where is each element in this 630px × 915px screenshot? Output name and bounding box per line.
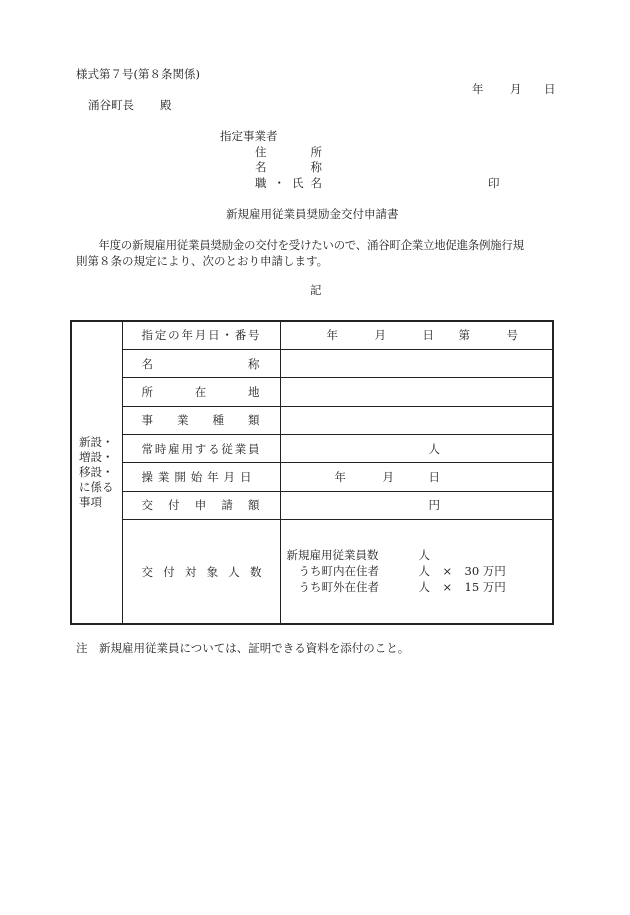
start-date-row-label: 操 業 開 始 年 月 日 (122, 463, 280, 491)
row-eligible (71, 520, 553, 624)
name-row-label: 名 称 (122, 349, 280, 377)
eligible-row-label: 交 付 対 象 人 数 (122, 520, 280, 624)
row-name (71, 349, 553, 377)
row-business (71, 406, 553, 434)
body-line-1: 年度の新規雇用従業員奨励金の交付を受けたいので、涌谷町企業立地促進条例施行規 (76, 238, 524, 252)
name-row-value[interactable] (280, 349, 553, 377)
date-month: 月 (510, 82, 522, 96)
business-row-value[interactable] (280, 406, 553, 434)
employees-row-label: 常 時 雇 用 す る 従 業 員 (122, 434, 280, 462)
row-amount (71, 491, 553, 519)
honorific: 殿 (160, 98, 172, 112)
addressee: 涌谷町長 (88, 98, 134, 112)
applicant-title: 指定事業者 (220, 129, 278, 143)
employees-row-value[interactable]: 人 (280, 434, 553, 462)
row-employees (71, 434, 553, 462)
form-number: 様式第７号(第８条関係) (76, 67, 200, 81)
row-designation (71, 321, 553, 349)
designation-label: 指 定 の 年 月 日 ・ 番 号 (122, 321, 280, 349)
location-row-value[interactable] (280, 378, 553, 406)
footnote: 注 新規雇用従業員については、証明できる資料を添付のこと。 (76, 641, 410, 655)
date-day: 日 (544, 82, 556, 96)
body-line-2: 則第８条の規定により、次のとおり申請します。 (76, 254, 329, 268)
representative-label: 職 ・ 氏 名 (255, 176, 322, 190)
application-table (70, 320, 554, 625)
location-row-label: 所 在 地 (122, 378, 280, 406)
document-title: 新規雇用従業員奨励金交付申請書 (226, 207, 399, 221)
date-year: 年 (472, 82, 484, 96)
eligible-row-value[interactable]: 新規雇用従業員数 人 うち町内在住者 人 × 30 万円 うち町外在住者 人 × 15 万円 (280, 520, 553, 624)
ki-heading: 記 (310, 283, 322, 297)
seal-mark: 印 (488, 176, 500, 190)
side-label: 新設・ 増設・ 移設・ に係る 事項 (71, 321, 122, 624)
business-row-label: 事 業 種 類 (122, 406, 280, 434)
row-location (71, 378, 553, 406)
start-date-row-value[interactable]: 年 月 日 (280, 463, 553, 491)
amount-row-label: 交 付 申 請 額 (122, 491, 280, 519)
address-label: 住 所 (255, 145, 322, 159)
name-label: 名 称 (255, 160, 322, 174)
amount-row-value[interactable]: 円 (280, 491, 553, 519)
designation-value[interactable]: 年 月 日 第 号 (280, 321, 553, 349)
row-start-date (71, 463, 553, 491)
